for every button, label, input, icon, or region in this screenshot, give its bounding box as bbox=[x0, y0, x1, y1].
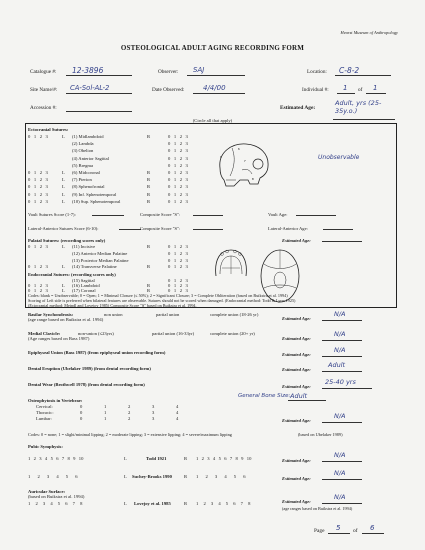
clavicle-age-value: N/A bbox=[334, 330, 346, 338]
suture-side-right: R bbox=[147, 283, 151, 288]
todd-side-right: R bbox=[184, 456, 188, 461]
suture-scale-right[interactable]: 0 1 2 3 bbox=[168, 191, 188, 197]
accession-field[interactable] bbox=[66, 102, 132, 112]
suture-scale-right[interactable]: 0 1 2 3 bbox=[168, 184, 188, 190]
suture-scale-left[interactable]: 0 1 2 3 bbox=[28, 283, 48, 288]
suchey-side-right: R bbox=[184, 474, 188, 479]
suture-scale-right[interactable]: 0 1 2 3 bbox=[168, 162, 188, 168]
observer-value: SAJ bbox=[193, 66, 205, 74]
composite-score-label-1: Composite Score "S": bbox=[140, 212, 181, 217]
clavicle-opt-partial[interactable]: partial union (16-33yr) bbox=[152, 331, 195, 336]
palatal-heading: Palatal Sutures: (recording scores only) bbox=[28, 238, 106, 243]
basilar-sub: (age range based on Buikstra et al. 1994) bbox=[28, 317, 104, 322]
suture-scale-right[interactable]: 0 1 2 3 bbox=[168, 134, 188, 139]
suture-label: (13) Posterior Median Palatine bbox=[72, 257, 129, 263]
suture-label: (1) Midlambdoid bbox=[72, 134, 104, 139]
circle-note: (Circle all that apply) bbox=[192, 118, 233, 123]
suture-scale-right[interactable]: 0 1 2 3 bbox=[168, 288, 188, 293]
suture-label: (2) Lambda bbox=[72, 141, 94, 147]
page-number-value: 5 bbox=[336, 524, 341, 532]
catalogue-label: Catalogue #: bbox=[30, 69, 57, 75]
composite-score-field-1[interactable] bbox=[193, 210, 223, 216]
suture-label: (4) Anterior Sagittal bbox=[72, 155, 109, 161]
palate-diagram bbox=[212, 248, 250, 278]
suture-scale-left[interactable]: 0 1 2 3 bbox=[28, 170, 48, 175]
suture-scale-left[interactable]: 0 1 2 3 bbox=[28, 191, 48, 197]
suture-label: (12) Anterior Median Palatine bbox=[72, 250, 128, 256]
palatal-age-label: Estimated Age: bbox=[282, 238, 311, 243]
osteophytosis-score[interactable]: 4 bbox=[176, 416, 179, 421]
lateral-age-field[interactable] bbox=[323, 224, 353, 230]
suchey-method: Suchey-Brooks 1990 bbox=[132, 474, 172, 479]
clavicle-age-label: Estimated Age: bbox=[282, 336, 311, 341]
todd-side-left: L bbox=[124, 456, 127, 461]
composite-score-label-2: Composite Score "S": bbox=[140, 226, 181, 231]
auricular-heading: Auricular Surface: bbox=[28, 489, 66, 494]
osteophytosis-age-label: Estimated Age: bbox=[282, 418, 311, 423]
page-of-label: of bbox=[353, 528, 358, 534]
suture-scale-right[interactable]: 0 1 2 3 bbox=[168, 244, 188, 249]
osteophytosis-score[interactable]: 0 bbox=[80, 404, 83, 409]
general-bone-size-value: Adult bbox=[290, 392, 308, 400]
page-label: Page bbox=[314, 528, 325, 534]
osteophytosis-score[interactable]: 2 bbox=[128, 416, 131, 421]
osteophytosis-codes: Codes: 0 = none; 1 = slight/minimal lipping; 2 = moderate lipping; 3 = extensive lipping; 4 = severe/maximum lipping bbox=[28, 432, 232, 437]
vault-age-label: Vault Age: bbox=[268, 212, 288, 217]
vault-score-field[interactable] bbox=[92, 210, 124, 216]
suture-scale-right[interactable]: 0 1 2 3 bbox=[168, 278, 188, 283]
codes-line-3: (Ectocranial method: Meindl and Lovejoy 1985) Composite Score "S" based on Buikstra et al. 1994. bbox=[28, 303, 197, 308]
location-field[interactable] bbox=[335, 66, 391, 76]
unobservable-note: Unobservable bbox=[318, 154, 360, 161]
svg-text:1: 1 bbox=[220, 155, 222, 159]
osteophytosis-score[interactable]: 4 bbox=[176, 404, 179, 409]
suture-side-right: R bbox=[147, 184, 151, 190]
suchey-scale-right[interactable]: 1 2 3 4 5 6 bbox=[196, 474, 246, 479]
todd-age-field[interactable] bbox=[322, 450, 362, 462]
page-total-field[interactable] bbox=[362, 524, 384, 534]
suture-side-left: L bbox=[62, 177, 65, 183]
osteophytosis-score[interactable]: 1 bbox=[104, 410, 107, 415]
suture-scale-left[interactable]: 0 1 2 3 bbox=[28, 177, 48, 183]
estimated-age-label: Estimated Age: bbox=[280, 105, 316, 111]
suture-side-right: R bbox=[147, 170, 151, 175]
clavicle-age-field[interactable] bbox=[322, 330, 362, 341]
suture-side-right: R bbox=[147, 134, 151, 139]
lateral-score-field[interactable] bbox=[119, 224, 141, 230]
lateral-score-label: Lateral-Anterior Sutures Score (6-10): bbox=[28, 226, 99, 231]
todd-scale-right[interactable]: 1 2 3 4 5 6 7 8 9 10 bbox=[196, 456, 252, 461]
suture-label: (10) Sup. Sphenotemporal bbox=[72, 198, 121, 204]
clavicle-opt-complete[interactable]: complete union (20+ yr) bbox=[210, 331, 255, 336]
vault-score-label: Vault Sutures Score (1-7): bbox=[28, 212, 76, 217]
suchey-age-value: N/A bbox=[334, 469, 346, 477]
auricular-scale-left[interactable]: 1 2 3 4 5 6 7 8 bbox=[28, 501, 83, 506]
suture-scale-right[interactable]: 0 1 2 3 bbox=[168, 155, 188, 161]
individual-value: 1 bbox=[343, 84, 348, 92]
suture-scale-right[interactable]: 0 1 2 3 bbox=[168, 141, 188, 147]
date-field[interactable] bbox=[193, 84, 245, 94]
auricular-side-left: L bbox=[124, 501, 127, 506]
suture-side-left: L bbox=[62, 244, 65, 249]
osteophytosis-score[interactable]: 0 bbox=[80, 416, 83, 421]
basilar-opt-partial[interactable]: partial union bbox=[156, 312, 180, 317]
individual-total-value: 1 bbox=[373, 84, 378, 92]
suture-scale-left[interactable]: 0 1 2 3 bbox=[28, 288, 48, 293]
dental-eruption-age-value: Adult bbox=[328, 361, 346, 369]
dental-eruption-age-label: Estimated Age: bbox=[282, 367, 311, 372]
suture-side-left: L bbox=[62, 134, 65, 139]
observer-label: Observer: bbox=[158, 69, 179, 75]
site-field[interactable] bbox=[66, 84, 132, 94]
suture-scale-left[interactable]: 0 1 2 3 bbox=[28, 184, 48, 190]
suture-side-left: L bbox=[62, 283, 65, 288]
svg-text:6: 6 bbox=[238, 147, 240, 151]
vault-age-field[interactable] bbox=[296, 210, 336, 216]
observer-field[interactable] bbox=[187, 66, 245, 76]
suture-label: (3) Obelion bbox=[72, 148, 94, 154]
osteophytosis-score[interactable]: 1 bbox=[104, 404, 107, 409]
todd-method: Todd 1921 bbox=[146, 456, 167, 461]
form-title: OSTEOLOGICAL ADULT AGING RECORDING FORM bbox=[120, 44, 305, 52]
auricular-sub: (based on Buikstra et al. 1994) bbox=[28, 494, 85, 499]
suture-label: (17) Coronal bbox=[72, 288, 96, 293]
composite-score-field-2[interactable] bbox=[193, 224, 223, 230]
dental-wear-age-field[interactable] bbox=[322, 378, 372, 389]
osteophytosis-age-value: N/A bbox=[334, 412, 346, 420]
suchey-side-left: L bbox=[124, 474, 127, 479]
site-value: CA-Sol-AL-2 bbox=[70, 84, 110, 92]
osteophytosis-score[interactable]: 3 bbox=[152, 404, 155, 409]
dental-wear-age-label: Estimated Age: bbox=[282, 384, 311, 389]
suture-label: (15) Sagittal bbox=[72, 278, 95, 283]
accession-label: Accession #: bbox=[30, 105, 57, 111]
estimated-age-value: Adult, yrs (25-35y.o.) bbox=[335, 99, 382, 115]
osteophytosis-score[interactable]: 4 bbox=[176, 410, 179, 415]
suture-scale-right[interactable]: 0 1 2 3 bbox=[168, 264, 188, 270]
basilar-age-value: N/A bbox=[334, 310, 346, 318]
suture-label: (8) Sphenofrontal bbox=[72, 184, 105, 190]
catalogue-field[interactable] bbox=[66, 66, 132, 76]
auricular-age-label: Estimated Age: bbox=[282, 499, 311, 504]
osteophytosis-codes-ref: (based on Ubelaker 1989) bbox=[298, 432, 343, 437]
individual-total-field[interactable] bbox=[366, 84, 386, 94]
suture-label: (7) Pterion bbox=[72, 177, 92, 183]
suture-scale-right[interactable]: 0 1 2 3 bbox=[168, 198, 188, 204]
todd-scale-left[interactable]: 1 2 3 4 5 6 7 8 9 10 bbox=[28, 456, 84, 461]
osteophytosis-score[interactable]: 2 bbox=[128, 410, 131, 415]
clavicle-sub: (Age ranges based on Bass 1987) bbox=[28, 336, 90, 341]
svg-text:8: 8 bbox=[252, 177, 254, 181]
page-number-field[interactable] bbox=[328, 524, 350, 534]
osteophytosis-score[interactable]: 0 bbox=[80, 410, 83, 415]
site-label: Site Name/#: bbox=[30, 87, 58, 93]
pubic-heading: Pubic Symphysis: bbox=[28, 444, 63, 449]
suture-label: (16) Lambdoid bbox=[72, 283, 100, 288]
individual-of-label: of bbox=[358, 87, 363, 93]
epiphyseal-label: Epiphyseal Union (Bass 1987) (from epiphyseal union recording form) bbox=[28, 350, 166, 355]
suture-side-left: L bbox=[62, 170, 65, 175]
suchey-age-label: Estimated Age: bbox=[282, 476, 311, 481]
palatal-age-field[interactable] bbox=[322, 236, 362, 242]
basilar-age-field[interactable] bbox=[322, 310, 362, 321]
suture-side-right: R bbox=[147, 191, 151, 197]
svg-text:7: 7 bbox=[244, 159, 246, 163]
suture-label: (5) Bregma bbox=[72, 162, 94, 168]
basilar-opt-non-union[interactable]: non union bbox=[104, 312, 123, 317]
dental-wear-age-value: 25-40 yrs bbox=[325, 378, 356, 386]
basilar-opt-complete[interactable]: complete union (18-26 yr) bbox=[210, 312, 259, 317]
auricular-side-right: R bbox=[184, 501, 188, 506]
suture-side-right: R bbox=[147, 244, 151, 249]
suture-label: (14) Transverse Palatine bbox=[72, 264, 117, 270]
suture-side-left: L bbox=[62, 264, 65, 270]
basilar-age-label: Estimated Age: bbox=[282, 316, 311, 321]
codes-line-1: Codes: blank = Unobservable; 0 = Open; 1 = Minimal Closure (≤ 50%); 2 = Significant Closure; 3 = Complete Obliteration (based on Buikstra et al. 1994) bbox=[28, 293, 288, 298]
suchey-age-field[interactable] bbox=[322, 468, 362, 480]
location-value: C-8-2 bbox=[339, 66, 360, 75]
osteophytosis-score[interactable]: 2 bbox=[128, 404, 131, 409]
suture-scale-left[interactable]: 0 1 2 3 bbox=[28, 244, 48, 249]
todd-age-label: Estimated Age: bbox=[282, 458, 311, 463]
osteophytosis-score[interactable]: 3 bbox=[152, 410, 155, 415]
suture-side-left: L bbox=[62, 198, 65, 204]
osteophytosis-heading: Osteophytosis in Vertebrae: bbox=[28, 398, 83, 403]
suture-side-right: R bbox=[147, 198, 151, 204]
general-bone-size-note: General Bone Size: bbox=[238, 393, 291, 399]
ectocranial-heading: Ectocranial Sutures: bbox=[28, 127, 69, 132]
endocranial-heading: Endocranial Sutures: (recording scores only) bbox=[28, 272, 116, 277]
location-label: Location: bbox=[307, 69, 327, 75]
suture-scale-right[interactable]: 0 1 2 3 bbox=[168, 257, 188, 263]
basilar-label: Basilar Synchondrosis: bbox=[28, 312, 74, 317]
clavicle-opt-non-union[interactable]: non-union (≤23yrs) bbox=[78, 331, 114, 336]
vertebra-region-label: Cervical: bbox=[36, 404, 53, 409]
auricular-age-note: (age ranges based on Buikstra et al. 1994) bbox=[282, 506, 353, 511]
lateral-age-label: Lateral-Anterior Age: bbox=[268, 226, 308, 231]
epiphyseal-age-value: N/A bbox=[334, 346, 346, 354]
vertebra-region-label: Thoracic: bbox=[36, 410, 54, 415]
general-bone-size-underline bbox=[288, 400, 326, 401]
epiphyseal-age-field[interactable] bbox=[322, 346, 362, 357]
individual-field[interactable] bbox=[337, 84, 355, 94]
suture-side-right: R bbox=[147, 288, 151, 293]
auricular-scale-right[interactable]: 1 2 3 4 5 6 7 8 bbox=[196, 501, 251, 506]
suture-scale-left[interactable]: 0 1 2 3 bbox=[28, 264, 48, 270]
individual-label: Individual #: bbox=[302, 87, 329, 93]
catalogue-value: 12-3896 bbox=[72, 66, 104, 75]
codes-line-2: Scoring of Left side is preferred when bilateral features are observable. Sutures should not be scored when damaged. (Endocranial method: Todd & Lyon 1925) bbox=[28, 298, 296, 303]
suture-side-left: L bbox=[62, 191, 65, 197]
suture-side-right: R bbox=[147, 264, 151, 270]
suchey-scale-left[interactable]: 1 2 3 4 5 6 bbox=[28, 474, 78, 479]
suture-scale-right[interactable]: 0 1 2 3 bbox=[168, 148, 188, 154]
suture-side-left: L bbox=[62, 288, 65, 293]
suture-label: (6) Midcoronal bbox=[72, 170, 100, 175]
auricular-age-field[interactable] bbox=[322, 492, 362, 504]
suture-scale-right[interactable]: 0 1 2 3 bbox=[168, 283, 188, 288]
dental-eruption-age-field[interactable] bbox=[322, 361, 362, 372]
auricular-method: Lovejoy et al. 1985 bbox=[134, 501, 171, 506]
vertebra-region-label: Lumbar: bbox=[36, 416, 52, 421]
clavicle-label: Medial Clavicle: bbox=[28, 331, 61, 336]
suture-scale-right[interactable]: 0 1 2 3 bbox=[168, 170, 188, 175]
osteophytosis-age-field[interactable] bbox=[322, 412, 362, 423]
institution-name: Hearst Museum of Anthropology bbox=[340, 30, 398, 35]
osteophytosis-score[interactable]: 3 bbox=[152, 416, 155, 421]
estimated-age-field[interactable] bbox=[333, 98, 395, 120]
suture-scale-right[interactable]: 0 1 2 3 bbox=[168, 250, 188, 256]
todd-age-value: N/A bbox=[334, 451, 346, 459]
skull-lateral-diagram bbox=[212, 140, 272, 190]
suture-side-left: L bbox=[62, 184, 65, 190]
auricular-age-value: N/A bbox=[334, 493, 346, 501]
suture-scale-left[interactable]: 0 1 2 3 bbox=[28, 198, 48, 204]
epiphyseal-age-label: Estimated Age: bbox=[282, 352, 311, 357]
suture-label: (11) Incisive bbox=[72, 244, 96, 249]
suture-label: (9) Inf. Sphenotemporal bbox=[72, 191, 117, 197]
page-total-value: 6 bbox=[370, 524, 375, 532]
dental-eruption-label: Dental Eruption (Ubelaker 1989) (from dental recording form) bbox=[28, 366, 151, 371]
date-value: 4/4/00 bbox=[203, 84, 226, 92]
osteophytosis-score[interactable]: 1 bbox=[104, 416, 107, 421]
dental-wear-label: Dental Wear (Brothwell 1978) (from dental recording form) bbox=[28, 382, 145, 387]
suture-side-right: R bbox=[147, 177, 151, 183]
suture-scale-right[interactable]: 0 1 2 3 bbox=[168, 177, 188, 183]
suture-scale-left[interactable]: 0 1 2 3 bbox=[28, 134, 48, 139]
date-label: Date Observed: bbox=[152, 87, 185, 93]
